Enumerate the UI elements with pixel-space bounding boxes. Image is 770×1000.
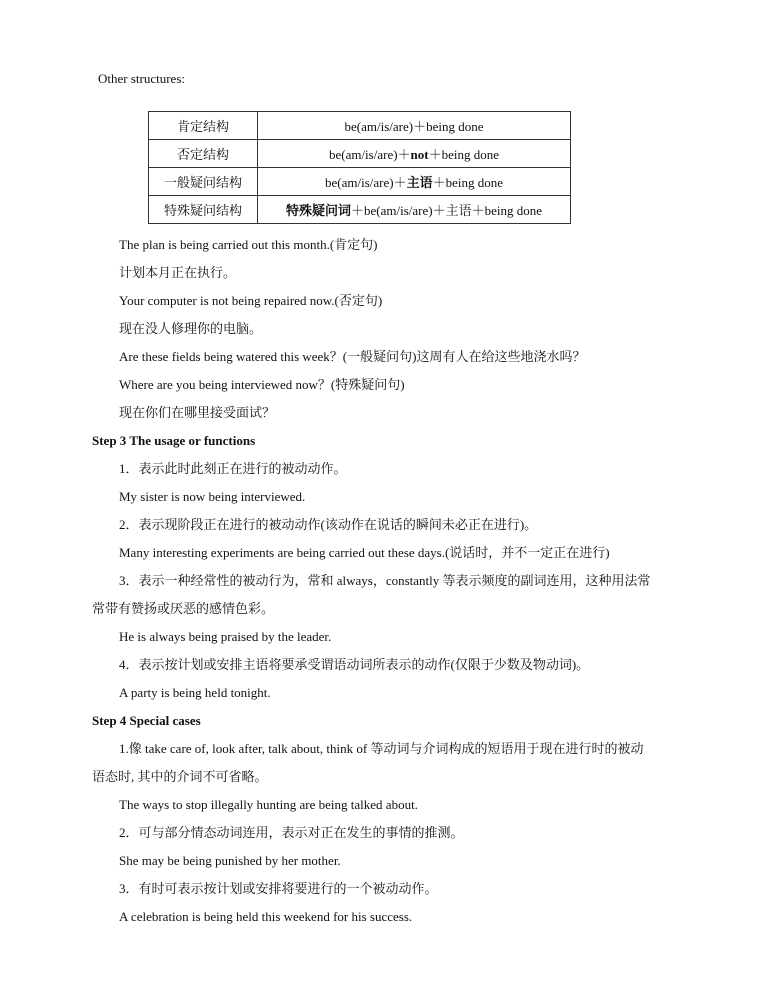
example-sentence: A celebration is being held this weekend for his success. xyxy=(119,909,413,924)
table-row xyxy=(149,112,571,140)
usage-item-continued: 常带有赞扬或厌恶的感情色彩。 xyxy=(92,601,275,616)
structure-table xyxy=(148,111,571,224)
example-sentence: She may be being punished by her mother. xyxy=(119,853,341,868)
table-cell-label: 否定结构 xyxy=(149,140,258,168)
usage-item: 3．表示一种经常性的被动行为，常和 always，constantly 等表示频度的副词连用，这种用法常 xyxy=(119,573,651,588)
table-row xyxy=(149,140,571,168)
usage-item: 2．表示现阶段正在进行的被动动作(该动作在说话的瞬间未必正在进行)。 xyxy=(119,517,538,532)
table-cell-formula: be(am/is/are)＋being done xyxy=(258,112,571,140)
usage-item: 1．表示此时此刻正在进行的被动动作。 xyxy=(119,461,347,476)
example-sentence: Many interesting experiments are being carried out these days.(说话时，并不一定正在进行) xyxy=(119,545,610,560)
example-translation: 现在你们在哪里接受面试？ xyxy=(119,405,276,420)
step3-heading: Step 3 The usage or functions xyxy=(92,433,256,448)
example-translation: 计划本月正在执行。 xyxy=(119,265,237,280)
example-sentence: He is always being praised by the leader. xyxy=(119,629,332,644)
example-sentence: A party is being held tonight. xyxy=(119,685,271,700)
special-case-item: 3．有时可表示按计划或安排将要进行的一个被动动作。 xyxy=(119,881,438,896)
example-sentence: Are these fields being watered this week？(一般疑问句)这周有人在给这些地浇水吗？ xyxy=(119,349,586,364)
table-row xyxy=(149,196,571,224)
special-case-item: 2．可与部分情态动词连用，表示对正在发生的事情的推测。 xyxy=(119,825,464,840)
example-translation: 现在没人修理你的电脑。 xyxy=(119,321,263,336)
example-sentence: The plan is being carried out this month.(肯定句) xyxy=(119,237,378,252)
table-row xyxy=(149,168,571,196)
example-sentence: Your computer is not being repaired now.(否定句) xyxy=(119,293,383,308)
table-cell-formula: be(am/is/are)＋主语＋being done xyxy=(258,168,571,196)
example-sentence: My sister is now being interviewed. xyxy=(119,489,306,504)
special-case-item: 1.像 take care of, look after, talk about, think of 等动词与介词构成的短语用于现在进行时的被动 xyxy=(119,741,644,756)
usage-item: 4．表示按计划或安排主语将要承受谓语动词所表示的动作(仅限于少数及物动词)。 xyxy=(119,657,590,672)
example-sentence: Where are you being interviewed now？(特殊疑问句) xyxy=(119,377,405,392)
table-cell-label: 特殊疑问结构 xyxy=(149,196,258,224)
table-cell-label: 肯定结构 xyxy=(149,112,258,140)
intro-text: Other structures: xyxy=(98,71,186,86)
table-cell-label: 一般疑问结构 xyxy=(149,168,258,196)
table-cell-formula: 特殊疑问词＋be(am/is/are)＋主语＋being done xyxy=(258,196,571,224)
special-case-item-continued: 语态时, 其中的介词不可省略。 xyxy=(92,769,268,784)
table-cell-formula: be(am/is/are)＋not＋being done xyxy=(258,140,571,168)
step4-heading: Step 4 Special cases xyxy=(92,713,201,728)
example-sentence: The ways to stop illegally hunting are being talked about. xyxy=(119,797,418,812)
